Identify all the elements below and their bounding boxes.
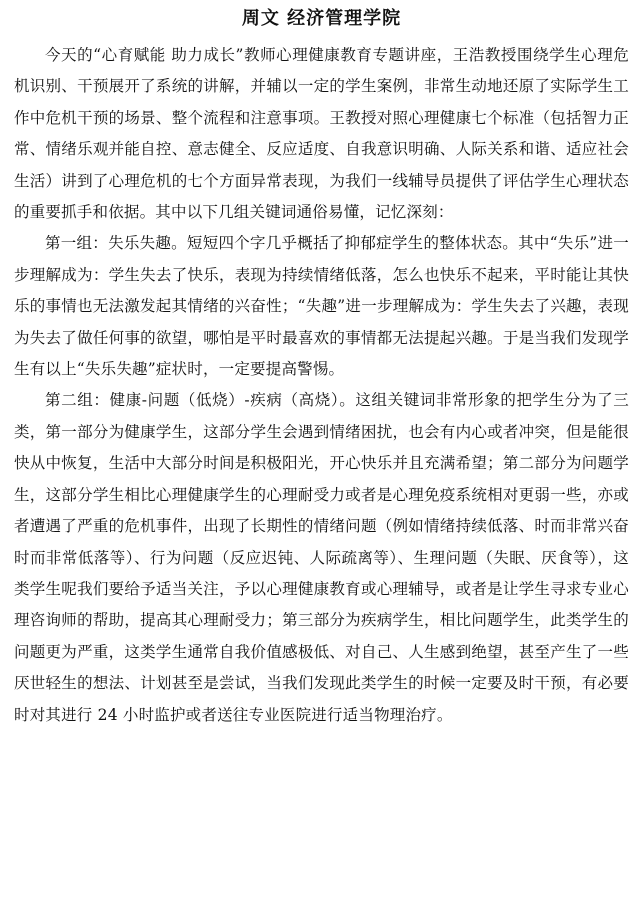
paragraph-group-2: 第二组：健康-问题（低烧）-疾病（高烧）。这组关键词非常形象的把学生分为了三类，第一部分为健康学生，这部分学生会遇到情绪困扰，也会有内心或者冲突，但是能很快从中恢复，生活中大部分时间是积极阳光，开心快乐并且充满希望；第二部分为问题学生，这部分学生相比心理健康学生的心理耐受力或者是心理免疫系统相对更弱一些，亦或者遭遇了严重的危机事件，出现了长期性的情绪问题（例如情绪持续低落、时而非常兴奋时而非常低落等）、行为问题（反应迟钝、人际疏离等）、生理问题（失眠、厌食等），这类学生呢我们要给予适当关注，予以心理健康教育或心理辅导，或者是让学生寻求专业心理咨询师的帮助，提高其心理耐受力；第三部分为疾病学生，相比问题学生，此类学生的问题更为严重，这类学生通常自我价值感极低、对自己、人生感到绝望，甚至产生了一些厌世轻生的想法、计划甚至是尝试，当我们发现此类学生的时候一定要及时干预，有必要时对其进行 24 小时监护或者送往专业医院进行适当物理治疗。 [14,391,629,724]
paragraph-intro: 今天的“心育赋能 助力成长”教师心理健康教育专题讲座，王浩教授围绕学生心理危机识别、干预展开了系统的讲解，并辅以一定的学生案例，非常生动地还原了实际学生工作中危机干预的场景、整个流程和注意事项。王教授对照心理健康七个标准（包括智力正常、情绪乐观并能自控、意志健全、反应适度、自我意识明确、人际关系和谐、适应社会生活）讲到了心理危机的七个方面异常表现，为我们一线辅导员提供了评估学生心理状态的重要抓手和依据。其中以下几组关键词通俗易懂，记忆深刻： [14,46,629,222]
document-title: 周文 经济管理学院 [241,8,402,29]
paragraph-group-1: 第一组：失乐失趣。短短四个字几乎概括了抑郁症学生的整体状态。其中“失乐”进一步理解成为：学生失去了快乐，表现为持续情绪低落，怎么也快乐不起来，平时能让其快乐的事情也无法激发起其情绪的兴奋性；“失趣”进一步理解成为：学生失去了兴趣，表现为失去了做任何事的欲望，哪怕是平时最喜欢的事情都无法提起兴趣。于是当我们发现学生有以上“失乐失趣”症状时，一定要提高警惕。 [14,234,629,379]
